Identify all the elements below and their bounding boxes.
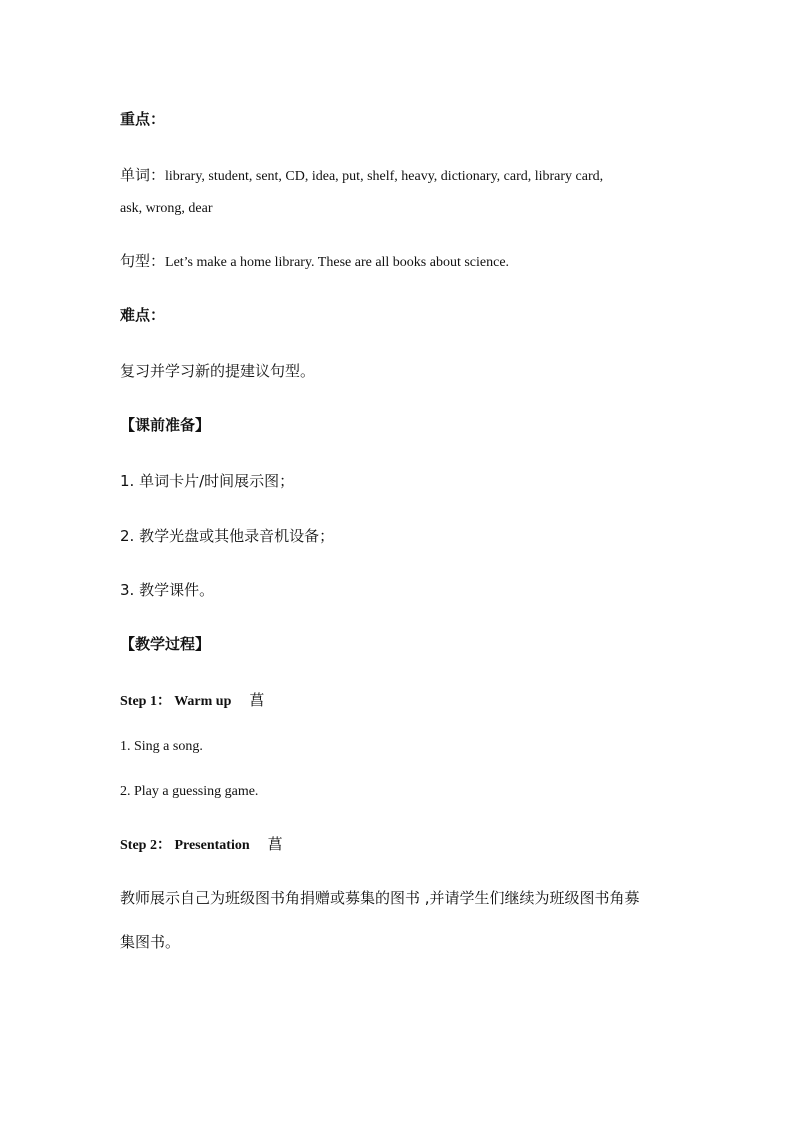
preparation-item: 3. 教学课件。 (120, 581, 215, 599)
step1-title: Step 1： Warm up (120, 694, 232, 709)
step2-title-line (120, 833, 283, 854)
vocab-words-2: ask, wrong, dear (120, 201, 213, 216)
preparation-item: 2. 教学光盘或其他录音机设备； (120, 527, 335, 545)
pattern-label: 句型： (120, 252, 166, 270)
step1-glyph: 菖 (249, 691, 265, 709)
difficulty-heading: 难点： (120, 306, 166, 324)
vocab-words-1: library, student, sent, CD, idea, put, shelf, heavy, dictionary, card, library card, (165, 169, 604, 184)
focus-heading: 重点： (120, 110, 166, 128)
difficulty-text: 复习并学习新的提建议句型。 (120, 362, 316, 380)
step1-item: 2. Play a guessing game. (120, 784, 259, 799)
preparation-heading: 【课前准备】 (120, 416, 211, 434)
vocab-label: 单词： (120, 166, 166, 184)
pattern-text: Let’s make a home library. These are all books about science. (165, 255, 510, 270)
pattern-line (120, 250, 509, 271)
step2-title: Step 2： Presentation (120, 838, 250, 853)
step1-title-line (120, 689, 264, 710)
preparation-item: 1. 单词卡片/时间展示图； (120, 472, 295, 490)
vocab-line-1 (120, 164, 603, 185)
step2-paragraph-line-2: 集图书。 (120, 933, 181, 951)
step2-paragraph-line-1: 教师展示自己为班级图书角捐赠或募集的图书 ,并请学生们继续为班级图书角募 (120, 889, 640, 907)
step1-item: 1. Sing a song. (120, 739, 203, 754)
process-heading: 【教学过程】 (120, 635, 211, 653)
step2-glyph: 菖 (267, 835, 283, 853)
